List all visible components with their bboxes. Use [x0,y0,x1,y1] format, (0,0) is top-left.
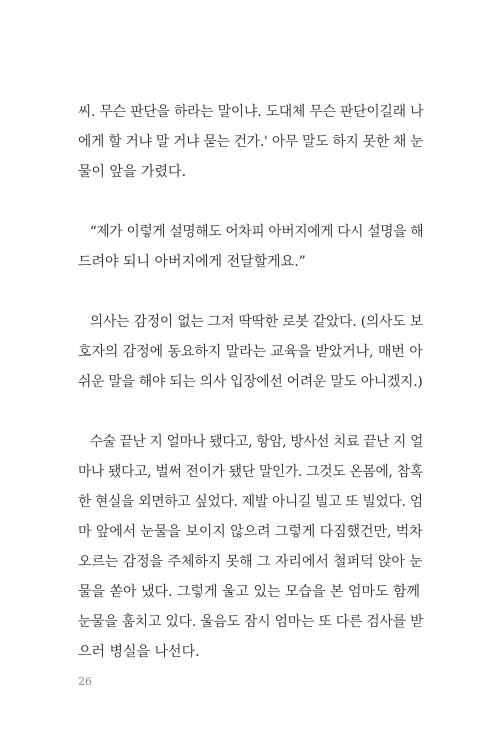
text-line: 에게 할 거냐 말 거냐 묻는 건가.' 아무 말도 하지 못한 채 눈 [78,134,424,150]
paragraph-1 [78,97,423,187]
text-line: 마 앞에서 눈물을 보이지 않으려 그렇게 다짐했건만, 벅차 [78,524,423,540]
text-line: 물을 쏟아 냈다. 그렇게 울고 있는 모습을 본 엄마도 함께 [78,584,421,600]
text-line: 수술 끝난 지 얼마나 됐다고, 항암, 방사선 치료 끝난 지 얼 [89,434,424,450]
text-line: 으러 병실을 나선다. [78,644,200,660]
text-line: 마나 됐다고, 벌써 전이가 됐단 말인가. 그것도 온몸에, 참혹 [78,464,423,480]
paragraph-4 [78,427,423,667]
text-line: 호자의 감정에 동요하지 말라는 교육을 받았거나, 매번 아 [78,344,423,360]
paragraph-spacer [78,277,423,307]
text-line: 드려야 되니 아버지에게 전달할게요.” [78,254,306,270]
paragraph-spacer [78,397,423,427]
page-number: 26 [78,675,92,688]
text-line: 쉬운 말을 해야 되는 의사 입장에선 어려운 말도 아니겠지.) [78,374,423,390]
text-line: 눈물을 훔치고 있다. 울음도 잠시 엄마는 또 다른 검사를 받 [78,614,424,630]
text-line: 한 현실을 외면하고 싶었다. 제발 아니길 빌고 또 빌었다. 엄 [78,494,423,510]
text-line: 의사는 감정이 없는 그저 딱딱한 로봇 같았다. (의사도 보 [89,314,423,330]
text-line: 물이 앞을 가렸다. [78,164,187,180]
text-line: “제가 이렇게 설명해도 어차피 아버지에게 다시 설명을 해 [89,224,424,240]
text-line: 오르는 감정을 주체하지 못해 그 자리에서 철퍼덕 앉아 눈 [78,554,423,570]
paragraph-2 [78,217,423,277]
paragraph-spacer [78,187,423,217]
text-line: 씨. 무슨 판단을 하라는 말이냐. 도대체 무슨 판단이길래 나 [78,104,424,120]
paragraph-3 [78,307,423,397]
body-text [78,97,423,667]
